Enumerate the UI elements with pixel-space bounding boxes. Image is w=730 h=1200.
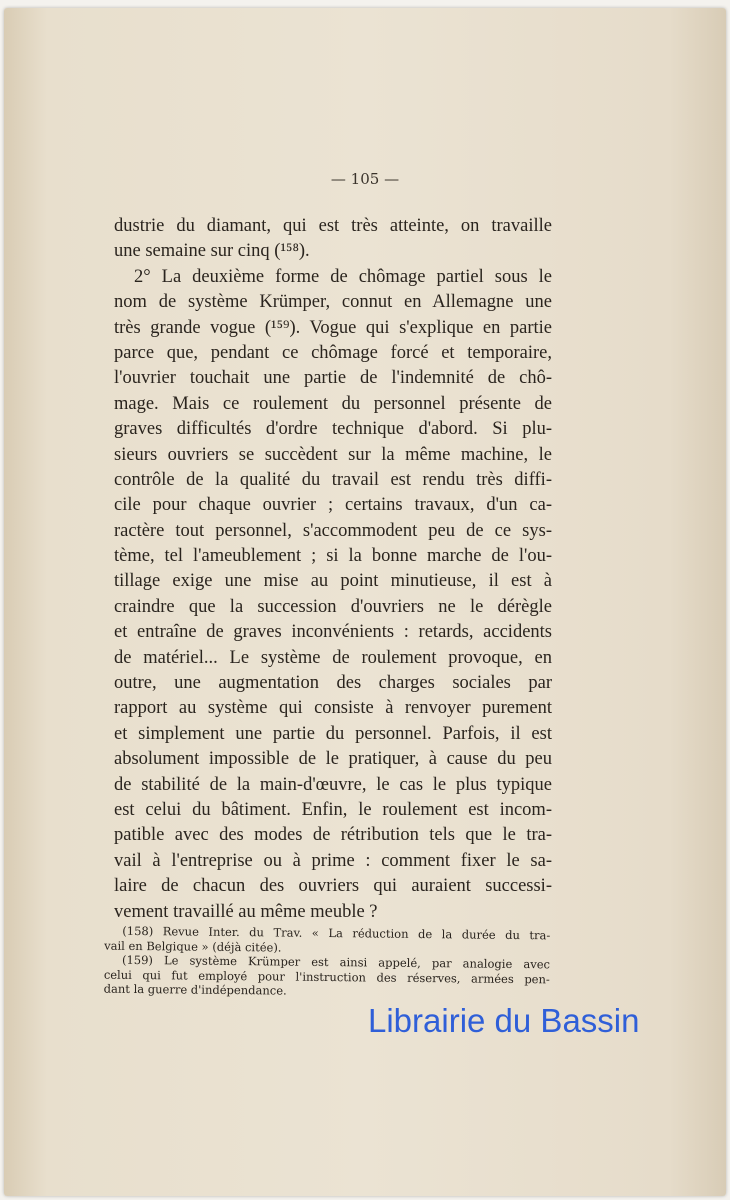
text-line: parce que, pendant ce chômage forcé et temporaire,: [114, 342, 552, 363]
text-line: et entraîne de graves inconvénients : retards, accidents: [114, 622, 552, 643]
text-line: craindre que la succession d'ouvriers ne le dérègle: [114, 596, 552, 617]
text-line: laire de chacun des ouvriers qui auraient successi-: [114, 876, 552, 897]
text-line: l'ouvrier touchait une partie de l'indemnité de chô-: [114, 368, 552, 389]
footnote-line: vail en Belgique » (déjà citée).: [104, 938, 282, 955]
text-line: 2° La deuxième forme de chômage partiel sous le: [134, 266, 552, 287]
footnote-line: dant la guerre d'indépendance.: [103, 981, 287, 998]
text-line: très grande vogue (¹⁵⁹). Vogue qui s'explique en partie: [114, 317, 552, 338]
text-line: patible avec des modes de rétribution tels que le tra-: [114, 825, 552, 846]
text-line: vail à l'entreprise ou à prime : comment fixer le sa-: [114, 850, 552, 871]
text-line: absolument impossible de le pratiquer, à cause du peu: [114, 749, 552, 770]
body-text: [114, 214, 552, 925]
text-line: contrôle de la qualité du travail est rendu très diffi-: [114, 469, 552, 490]
text-line: tillage exige une mise au point minutieuse, il est à: [114, 571, 552, 592]
text-line: nom de système Krümper, connut en Allemagne une: [114, 292, 552, 313]
footnote-line: celui qui fut employé pour l'instruction des réserves, armées pen-: [103, 967, 550, 986]
text-line: sieurs ouvriers se succèdent sur la même machine, le: [114, 444, 552, 465]
text-line: de matériel... Le système de roulement provoque, en: [114, 647, 552, 668]
page-number: — 105 —: [330, 170, 400, 188]
footnotes: [104, 924, 551, 1001]
text-line: et simplement une partie du personnel. Parfois, il est: [114, 723, 552, 744]
text-line: une semaine sur cinq (¹⁵⁸).: [114, 241, 310, 262]
footnote-line: (158) Revue Inter. du Trav. « La réduction de la durée du tra-: [122, 923, 551, 943]
text-line: mage. Mais ce roulement du personnel présente de: [114, 393, 552, 414]
text-line: dustrie du diamant, qui est très atteinte, on travaille: [114, 216, 552, 236]
text-line: graves difficultés d'ordre technique d'abord. Si plu-: [114, 419, 552, 440]
text-line: tème, tel l'ameublement ; si la bonne marche de l'ou-: [114, 546, 552, 567]
text-line: ractère tout personnel, s'accommodent peu de ce sys-: [114, 520, 552, 541]
text-line: de stabilité de la main-d'œuvre, le cas le plus typique: [114, 774, 552, 795]
text-line: rapport au système qui consiste à renvoyer purement: [114, 698, 552, 719]
footnote-line: (159) Le système Krümper est ainsi appelé, par analogie avec: [121, 952, 551, 972]
text-line: est celui du bâtiment. Enfin, le roulement est incom-: [114, 799, 552, 820]
text-line: vement travaillé au même meuble ?: [114, 901, 378, 922]
watermark: Librairie du Bassin: [368, 1002, 640, 1039]
text-line: outre, une augmentation des charges sociales par: [114, 673, 552, 694]
text-line: cile pour chaque ouvrier ; certains travaux, d'un ca-: [114, 495, 552, 516]
